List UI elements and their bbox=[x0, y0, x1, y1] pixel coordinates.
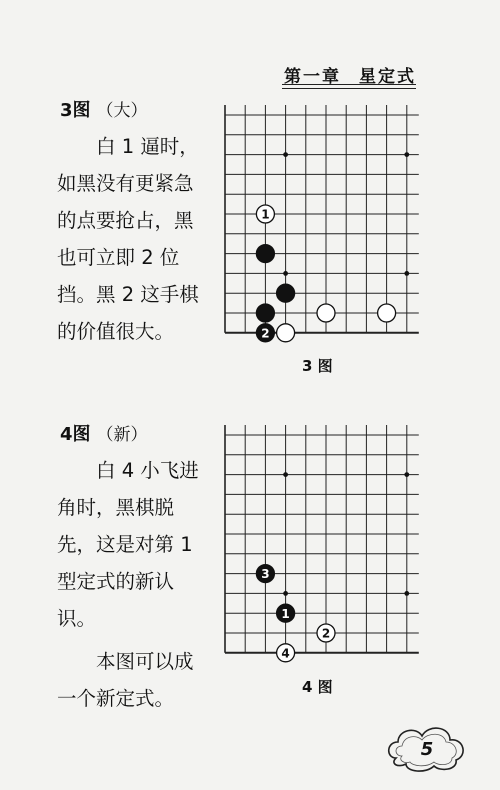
star-point bbox=[283, 591, 288, 596]
stone-move-number: 4 bbox=[281, 646, 290, 661]
star-point bbox=[283, 472, 288, 477]
black-stone bbox=[256, 245, 274, 263]
figure-4-text bbox=[57, 418, 205, 717]
star-point bbox=[283, 271, 288, 276]
black-stone bbox=[277, 604, 295, 622]
black-stone bbox=[256, 324, 274, 342]
stone-move-number: 3 bbox=[261, 567, 270, 582]
black-stone bbox=[277, 284, 295, 302]
go-board-figure-3 bbox=[215, 105, 425, 345]
star-point bbox=[404, 472, 409, 477]
figure-3-paragraph: 白 1 逼时，如黑没有更紧急的点要抢占，黑也可立即 2 位挡。黑 2 这手棋的价值很大。 bbox=[57, 135, 199, 343]
white-stone-disc bbox=[277, 324, 295, 342]
chapter-number: 第一章 bbox=[284, 67, 341, 87]
white-stone bbox=[317, 624, 335, 642]
stone-move-number: 1 bbox=[281, 606, 290, 621]
star-point bbox=[404, 152, 409, 157]
figure-3-text bbox=[57, 94, 205, 350]
figure-3-heading-tag: （大） bbox=[96, 101, 148, 121]
figure-4-heading-tag: （新） bbox=[96, 425, 148, 445]
header-rule bbox=[282, 88, 416, 89]
figure-3-heading bbox=[60, 94, 205, 128]
header-rule bbox=[282, 84, 416, 85]
figure-4-caption: 4 图 bbox=[302, 678, 333, 696]
go-board-figure-4 bbox=[215, 425, 425, 665]
star-point bbox=[404, 591, 409, 596]
figure-4-heading-number: 4图 bbox=[60, 424, 91, 445]
white-stone-disc bbox=[378, 304, 396, 322]
stone-move-number: 2 bbox=[261, 326, 270, 341]
white-stone-disc bbox=[317, 304, 335, 322]
figure-3-heading-number: 3图 bbox=[60, 100, 91, 121]
white-stone bbox=[277, 644, 295, 662]
figure-3-caption: 3 图 bbox=[302, 357, 333, 375]
white-stone bbox=[317, 304, 335, 322]
stone-move-number: 1 bbox=[261, 207, 270, 222]
white-stone bbox=[256, 205, 274, 223]
white-stone bbox=[378, 304, 396, 322]
figure-4-paragraph-2: 本图可以成一个新定式。 bbox=[57, 650, 194, 710]
black-stone-disc bbox=[256, 245, 274, 263]
black-stone-disc bbox=[256, 304, 274, 322]
star-point bbox=[283, 152, 288, 157]
black-stone-disc bbox=[277, 284, 295, 302]
figure-4-heading bbox=[60, 418, 205, 452]
black-stone bbox=[256, 304, 274, 322]
black-stone bbox=[256, 565, 274, 583]
chapter-name: 星定式 bbox=[359, 67, 416, 87]
stone-move-number: 2 bbox=[321, 626, 331, 641]
page-number: 5 bbox=[420, 739, 434, 760]
figure-4-paragraph-1: 白 4 小飞进角时，黑棋脱先，这是对第 1 型定式的新认识。 bbox=[57, 459, 199, 630]
star-point bbox=[404, 271, 409, 276]
page-header bbox=[0, 0, 500, 92]
white-stone bbox=[277, 324, 295, 342]
